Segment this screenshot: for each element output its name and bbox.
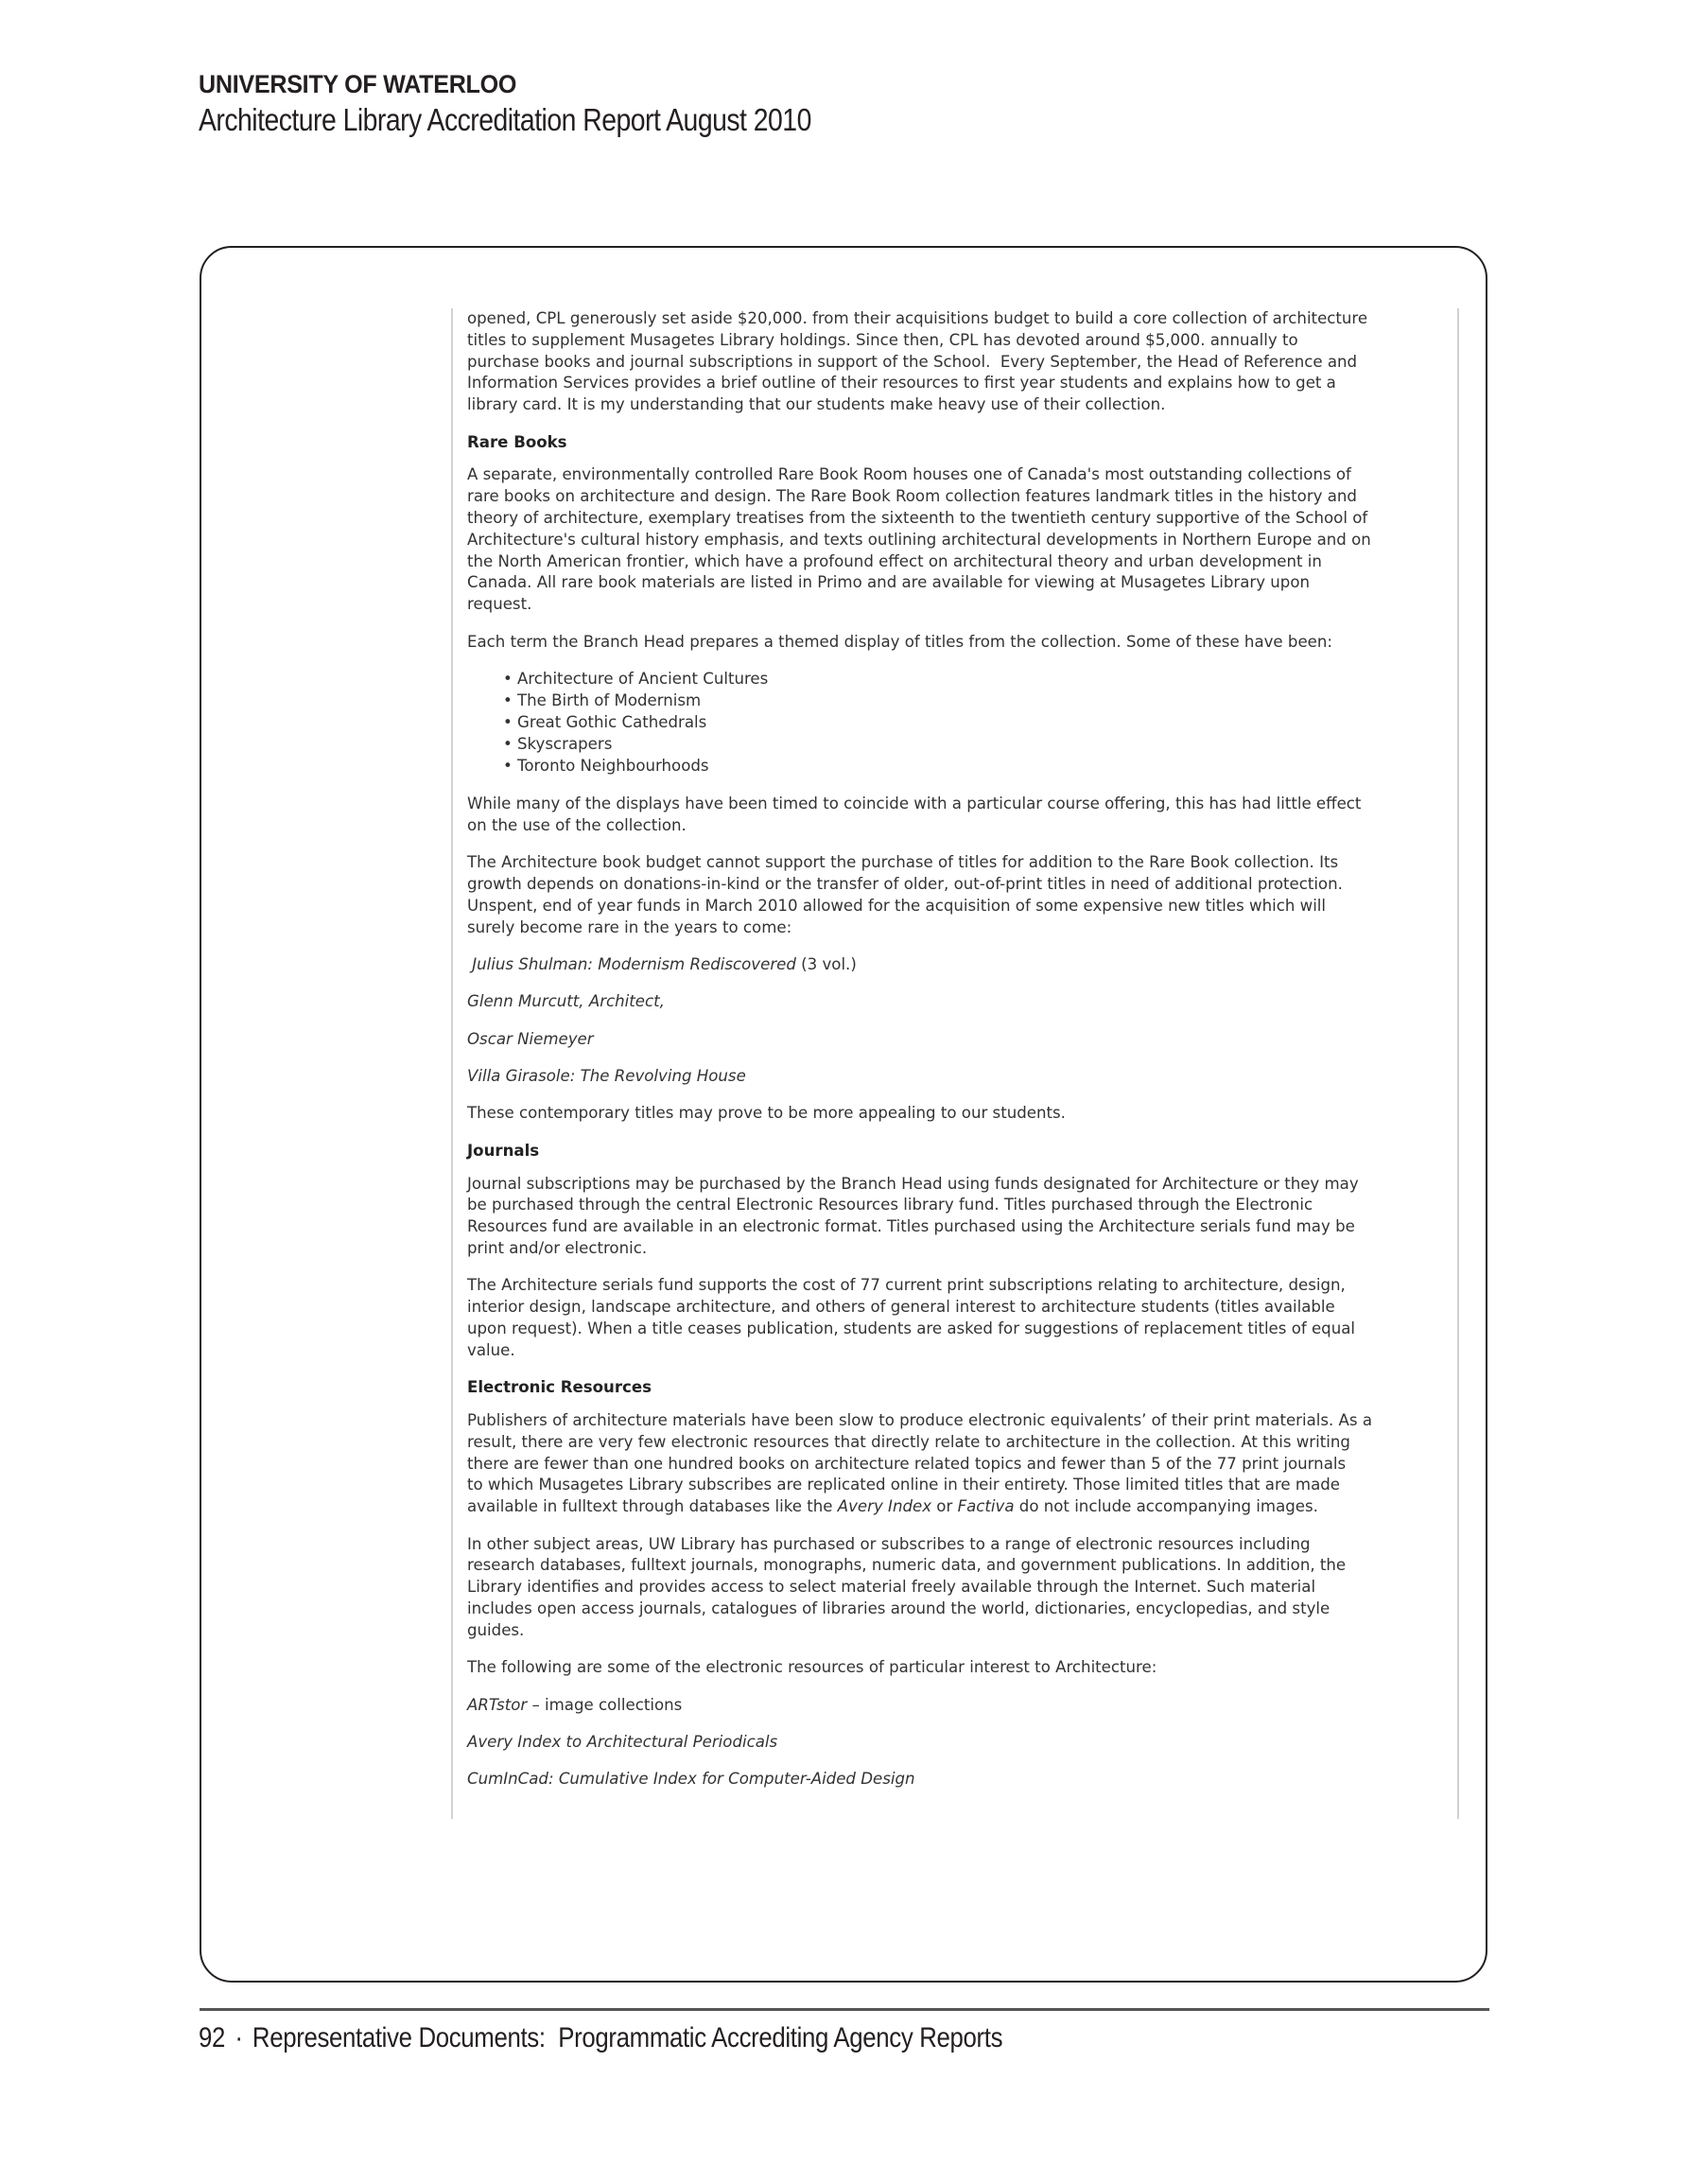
list-item-label: Architecture of Ancient Cultures bbox=[517, 669, 769, 688]
text-line: to which Musagetes Library subscribes are replicated online in their entirety. Those limited titles that are made bbox=[467, 1476, 1340, 1494]
resource-name: ARTstor bbox=[467, 1695, 528, 1714]
text-line: theory of architecture, exemplary treatises from the sixteenth to the twentieth century supportive of the School of bbox=[467, 508, 1368, 527]
text-line: A separate, environmentally controlled Rare Book Room houses one of Canada's most outstanding collections of bbox=[467, 465, 1351, 484]
paragraph-themed-display bbox=[467, 632, 1457, 654]
text-segment: available in fulltext through databases like the bbox=[467, 1497, 838, 1516]
text-line: opened, CPL generously set aside $20,000. from their acquisitions budget to build a core collection of architecture bbox=[467, 309, 1368, 327]
text-line: value. bbox=[467, 1340, 515, 1359]
text-segment: do not include accompanying images. bbox=[1014, 1497, 1318, 1516]
list-item-label: Toronto Neighbourhoods bbox=[517, 756, 709, 775]
text-line: These contemporary titles may prove to be more appealing to our students. bbox=[467, 1104, 1066, 1123]
list-item-label: The Birth of Modernism bbox=[517, 690, 702, 709]
title-italic: Julius Shulman: Modernism Rediscovered bbox=[467, 954, 796, 973]
text-line: Publishers of architecture materials have been slow to produce electronic equivalents’ of their print materials. As a bbox=[467, 1411, 1373, 1430]
text-line: there are fewer than one hundred books on architecture related topics and fewer than 5 of the 77 print journals bbox=[467, 1454, 1347, 1473]
title-note: (3 vol.) bbox=[795, 954, 857, 973]
bullet-icon: • bbox=[503, 712, 513, 731]
text-line: interior design, landscape architecture, and others of general interest to architecture students (titles available bbox=[467, 1298, 1335, 1317]
resource-name: CumInCad: Cumulative Index for Computer-Aided Design bbox=[467, 1770, 915, 1789]
resource-item bbox=[467, 1732, 1457, 1754]
paragraph-following-resources bbox=[467, 1657, 1457, 1679]
list-item bbox=[467, 756, 1457, 778]
text-line: Unspent, end of year funds in March 2010 allowed for the acquisition of some expensive new titles which will bbox=[467, 896, 1327, 915]
bullet-icon: • bbox=[503, 690, 513, 709]
text-line: on the use of the collection. bbox=[467, 815, 687, 834]
resource-item bbox=[467, 1769, 1457, 1791]
text-line: Architecture's cultural history emphasis, and texts outlining architectural developments in Northern Europe and on bbox=[467, 530, 1371, 549]
database-name: Avery Index bbox=[837, 1497, 932, 1516]
text-segment: or bbox=[931, 1497, 958, 1516]
bullet-icon: • bbox=[503, 756, 513, 775]
text-line: rare books on architecture and design. The Rare Book Room collection features landmark titles in the history and bbox=[467, 487, 1357, 506]
text-line: Canada. All rare book materials are listed in Primo and are available for viewing at Musagetes Library upon bbox=[467, 573, 1311, 592]
resource-name: Avery Index to Architectural Periodicals bbox=[467, 1732, 778, 1751]
footer-separator: · bbox=[235, 2022, 243, 2053]
title-italic: Villa Girasole: The Revolving House bbox=[467, 1067, 746, 1086]
paragraph-other-subjects bbox=[467, 1534, 1457, 1642]
paragraph-publishers bbox=[467, 1410, 1457, 1518]
document-title: Architecture Library Accreditation Report August 2010 bbox=[199, 102, 811, 137]
paragraph-book-budget bbox=[467, 852, 1457, 938]
paragraph-cpl bbox=[467, 308, 1457, 416]
text-line: Resources fund are available in an electronic format. Titles purchased using the Architecture serials fund may be bbox=[467, 1217, 1355, 1236]
footer-section-title: Representative Documents: Programmatic Accrediting Agency Reports bbox=[252, 2022, 1003, 2053]
title-italic: Oscar Niemeyer bbox=[467, 1029, 594, 1048]
footer-divider bbox=[200, 2008, 1489, 2011]
list-item bbox=[467, 690, 1457, 712]
page-number: 92 bbox=[199, 2022, 226, 2053]
text-line: The Architecture book budget cannot support the purchase of titles for addition to the Rare Book collection. Its bbox=[467, 853, 1339, 872]
acquired-title bbox=[467, 954, 1457, 976]
text-line: upon request). When a title ceases publication, students are asked for suggestions of replacement titles of equal bbox=[467, 1319, 1355, 1338]
document-institution: UNIVERSITY OF WATERLOO bbox=[199, 70, 517, 98]
text-line: Library identifies and provides access to select material freely available through the Internet. Such material bbox=[467, 1578, 1316, 1597]
text-line: titles to supplement Musagetes Library holdings. Since then, CPL has devoted around $5,000. annually to bbox=[467, 330, 1298, 349]
text-line bbox=[467, 954, 1457, 976]
text-line: purchase books and journal subscriptions in support of the School. Every September, the Head of Reference and bbox=[467, 352, 1358, 371]
text-line: request. bbox=[467, 595, 532, 614]
text-line: In other subject areas, UW Library has purchased or subscribes to a range of electronic resources including bbox=[467, 1534, 1311, 1553]
bullet-icon: • bbox=[503, 669, 513, 688]
acquired-title bbox=[467, 1066, 1457, 1088]
text-line: Each term the Branch Head prepares a themed display of titles from the collection. Some of these have been: bbox=[467, 632, 1332, 651]
list-item-label: Skyscrapers bbox=[517, 734, 613, 753]
text-line: guides. bbox=[467, 1620, 525, 1639]
content-column bbox=[451, 308, 1459, 1819]
page-footer bbox=[199, 2022, 1002, 2054]
text-line bbox=[467, 1496, 1457, 1518]
resource-description: – image collections bbox=[527, 1695, 683, 1714]
resource-item bbox=[467, 1695, 1457, 1717]
text-line: The Architecture serials fund supports the cost of 77 current print subscriptions relating to architecture, design, bbox=[467, 1276, 1346, 1295]
paragraph-display-effect bbox=[467, 794, 1457, 837]
text-line: growth depends on donations-in-kind or the transfer of older, out-of-print titles in need of additional protection. bbox=[467, 874, 1343, 893]
text-line: The following are some of the electronic resources of particular interest to Architecture: bbox=[467, 1658, 1157, 1677]
paragraph-journal-subscriptions bbox=[467, 1174, 1457, 1260]
text-line: surely become rare in the years to come: bbox=[467, 917, 792, 936]
text-line: includes open access journals, catalogues of libraries around the world, dictionaries, encyclopedias, and style bbox=[467, 1599, 1330, 1617]
text-line: be purchased through the central Electronic Resources library fund. Titles purchased through the Electronic bbox=[467, 1196, 1313, 1214]
section-heading-electronic-resources: Electronic Resources bbox=[467, 1378, 652, 1397]
bullet-icon: • bbox=[503, 734, 513, 753]
text-line: the North American frontier, which have a profound effect on architectural theory and urban development in bbox=[467, 551, 1322, 570]
paragraph-serials-fund bbox=[467, 1275, 1457, 1361]
title-italic: Glenn Murcutt, Architect, bbox=[467, 992, 665, 1011]
section-heading-rare-books: Rare Books bbox=[467, 432, 567, 451]
paragraph-rare-book-room bbox=[467, 464, 1457, 616]
text-line: Information Services provides a brief outline of their resources to first year students and explains how to get a bbox=[467, 374, 1336, 393]
text-line bbox=[467, 1695, 1457, 1717]
acquired-title bbox=[467, 991, 1457, 1013]
display-list bbox=[467, 669, 1457, 778]
list-item bbox=[467, 712, 1457, 734]
text-line: While many of the displays have been timed to coincide with a particular course offering, this has had little effect bbox=[467, 794, 1362, 812]
text-line: library card. It is my understanding that our students make heavy use of their collection. bbox=[467, 395, 1166, 414]
text-line: Journal subscriptions may be purchased by the Branch Head using funds designated for Architecture or they may bbox=[467, 1174, 1359, 1193]
text-line: result, there are very few electronic resources that directly relate to architecture in the collection. At this writing bbox=[467, 1432, 1350, 1451]
text-line: research databases, fulltext journals, monographs, numeric data, and government publications. In addition, the bbox=[467, 1556, 1347, 1575]
text-line: print and/or electronic. bbox=[467, 1239, 648, 1258]
section-heading-journals: Journals bbox=[467, 1141, 540, 1160]
acquired-title bbox=[467, 1029, 1457, 1051]
list-item bbox=[467, 734, 1457, 756]
list-item-label: Great Gothic Cathedrals bbox=[517, 712, 707, 731]
list-item bbox=[467, 669, 1457, 690]
database-name: Factiva bbox=[957, 1497, 1015, 1516]
paragraph-contemporary-titles bbox=[467, 1103, 1457, 1125]
